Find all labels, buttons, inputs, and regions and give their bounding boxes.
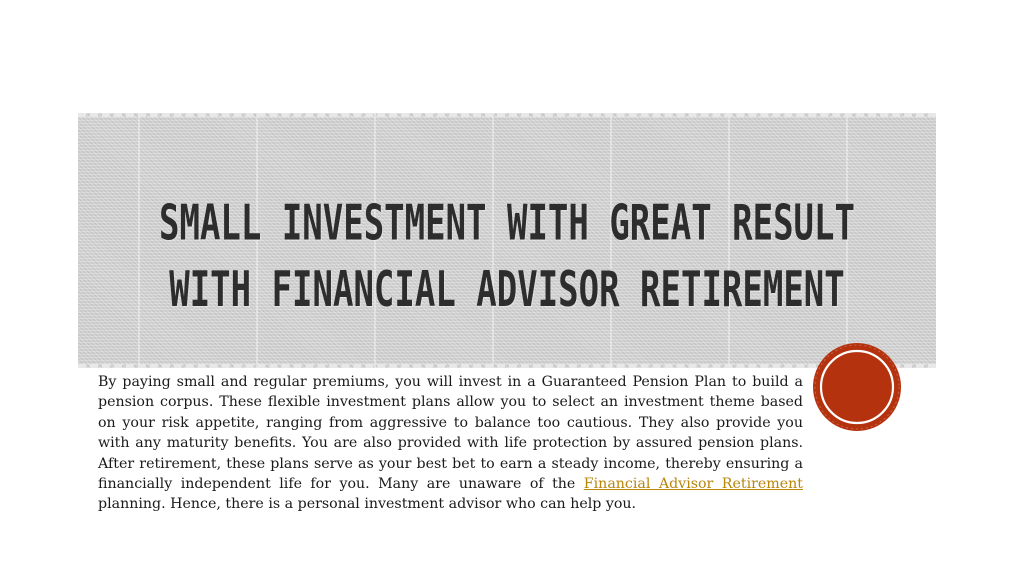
body-text-end: planning. Hence, there is a personal investment advisor who can help you. [98, 496, 637, 513]
body-paragraph [98, 372, 803, 515]
slide-title [78, 190, 936, 323]
decorative-circle-badge [812, 342, 902, 432]
slide-title-line-2: WITH FINANCIAL ADVISOR RETIREMENT [169, 261, 845, 320]
slide-title-line-1: SMALL INVESTMENT WITH GREAT RESULT [159, 194, 855, 253]
body-text-start: By paying small and regular premiums, you will invest in a Guaranteed Pension Plan to build a pension corpus. These flexible investment plans allow you to select an investment theme based on your risk appetite, ranging from aggressive to balance too cautious. They also provide you with any maturity benefits. You are also provided with life protection by assured pension plans. After retirement, these plans serve as your best bet to earn a steady income, thereby ensuring a financially independent life for you. Many are unaware of the [98, 374, 803, 493]
financial-advisor-retirement-link[interactable]: Financial Advisor Retirement [583, 476, 803, 493]
